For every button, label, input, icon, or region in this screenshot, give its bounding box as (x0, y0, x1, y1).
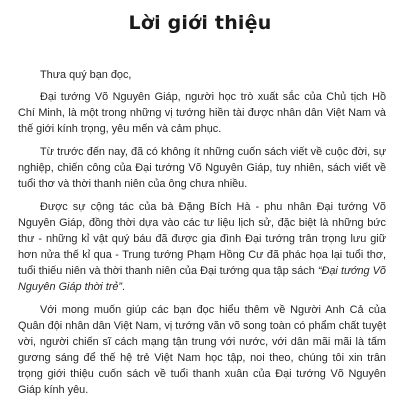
paragraph-3 (18, 199, 386, 295)
book-title: “Đại tướng Võ Nguyên Giáp thời trẻ” (18, 265, 386, 293)
greeting-line: Thưa quý bạn đọc, (40, 69, 132, 81)
paragraph-3-text: Được sự cộng tác của bà Đặng Bích Hà - phu nhân Đại tướng Võ Nguyên Giáp, đồng thời dựa vào các tư liệu lịch sử, đặc biệt là những bức thư - những kỉ vật quý báu đã được gia đình Đại tướng trân trọng lưu giữ hơn nửa thế kỉ qua - Trung tướng Phạm Hồng Cư đã phác họa lại tuổi thơ, tuổi thiếu niên và thời thanh niên của Đại tướng qua tập sách (18, 201, 386, 277)
document-body (18, 67, 386, 400)
paragraph-2: Từ trước đến nay, đã có không ít những cuốn sách viết về cuộc đời, sự nghiệp, chiến công của Đại tướng Võ Nguyên Giáp, tuy nhiên, sách viết về tuổi thơ và thời thanh niên của ông chưa nhiều. (18, 146, 386, 190)
paragraph-4: Với mong muốn giúp các bạn đọc hiểu thêm về Người Anh Cả của Quân đội nhân dân Việt Nam, vị tướng văn võ song toàn có phẩm chất tuyệt vời, người chiến sĩ cách mạng tận trung với nước, với dân mãi mãi là tấm gương sáng để thế hệ trẻ Việt Nam học tập, noi theo, chúng tôi xin trân trọng giới thiệu cuốn sách về tuổi thanh xuân của Đại tướng Võ Nguyên Giáp kính yêu. (18, 304, 386, 396)
page-title: Lời giới thiệu (128, 12, 272, 34)
paragraph-1: Đại tướng Võ Nguyên Giáp, người học trò xuất sắc của Chủ tịch Hồ Chí Minh, là một trong những vị tướng hiền tài được nhân dân Việt Nam và thế giới kính trọng, yêu mến và cảm phục. (18, 91, 386, 135)
paragraph-3-end: . (122, 281, 126, 293)
